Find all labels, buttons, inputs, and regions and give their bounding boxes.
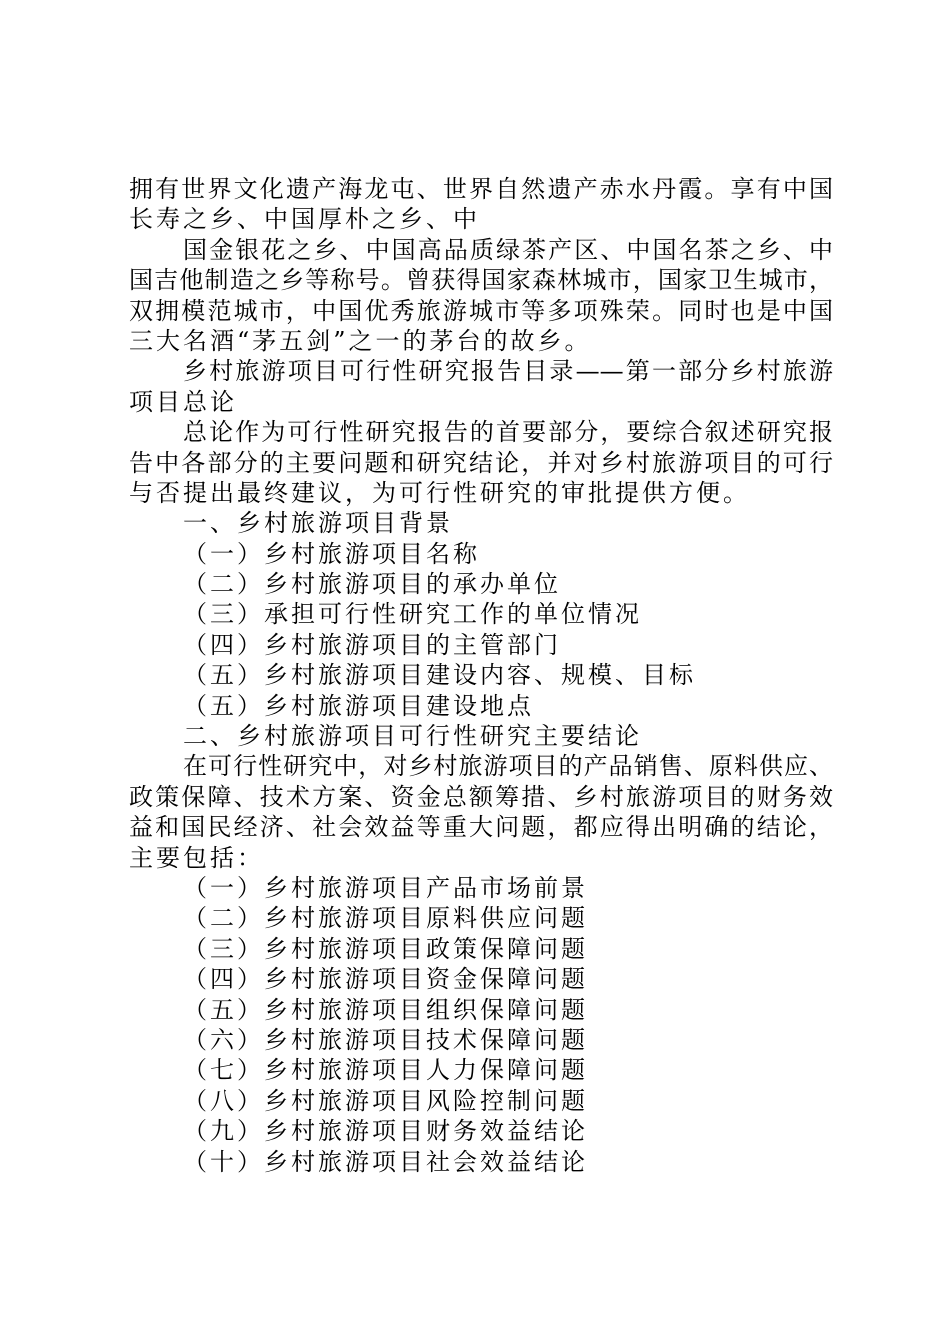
paragraph [129, 417, 833, 508]
paragraph [129, 751, 833, 873]
toc-item [129, 964, 833, 994]
paragraph [129, 235, 833, 357]
section-heading [129, 508, 833, 538]
text-line: 长寿之乡、中国厚朴之乡、中 [129, 205, 480, 234]
text-line: （四）乡村旅游项目的主管部门 [183, 630, 561, 659]
toc-item [129, 599, 833, 629]
text-line: 告中各部分的主要问题和研究结论，并对乡村旅游项目的可行 [129, 448, 833, 477]
toc-item [129, 1055, 833, 1085]
text-line: 国金银花之乡、中国高品质绿茶产区、中国名茶之乡、中 [183, 235, 833, 264]
text-line: 项目总论 [129, 387, 237, 416]
toc-item [129, 660, 833, 690]
toc-item [129, 1147, 833, 1177]
toc-item [129, 569, 833, 599]
text-line: （二）乡村旅游项目的承办单位 [183, 570, 561, 599]
text-line: 三大名酒“茅五剑”之一的茅台的故乡。 [129, 326, 592, 355]
paragraph [129, 356, 833, 417]
document-body [129, 174, 833, 1177]
toc-item [129, 1086, 833, 1116]
text-line: 政策保障、技术方案、资金总额筹措、乡村旅游项目的财务效 [129, 782, 833, 811]
toc-item [129, 539, 833, 569]
toc-item [129, 1025, 833, 1055]
text-line: 与否提出最终建议，为可行性研究的审批提供方便。 [129, 478, 750, 507]
text-line: （五）乡村旅游项目组织保障问题 [183, 995, 588, 1024]
text-line: （六）乡村旅游项目技术保障问题 [183, 1025, 588, 1054]
text-line: 在可行性研究中，对乡村旅游项目的产品销售、原料供应、 [183, 752, 833, 781]
text-line: 主要包括： [129, 843, 264, 872]
text-line: （八）乡村旅游项目风险控制问题 [183, 1086, 588, 1115]
toc-item [129, 903, 833, 933]
text-line: （十）乡村旅游项目社会效益结论 [183, 1147, 588, 1176]
text-line: 二、乡村旅游项目可行性研究主要结论 [183, 722, 642, 751]
text-line: 乡村旅游项目可行性研究报告目录——第一部分乡村旅游 [183, 357, 833, 386]
toc-item [129, 630, 833, 660]
text-line: （五）乡村旅游项目建设内容、规模、目标 [183, 661, 696, 690]
toc-item [129, 934, 833, 964]
toc-item [129, 691, 833, 721]
section-heading [129, 721, 833, 751]
text-line: （四）乡村旅游项目资金保障问题 [183, 965, 588, 994]
text-line: （五）乡村旅游项目建设地点 [183, 691, 534, 720]
toc-item [129, 1116, 833, 1146]
text-line: （三）乡村旅游项目政策保障问题 [183, 934, 588, 963]
text-line: 一、乡村旅游项目背景 [183, 509, 453, 538]
text-line: （七）乡村旅游项目人力保障问题 [183, 1056, 588, 1085]
text-line: （二）乡村旅游项目原料供应问题 [183, 904, 588, 933]
text-line: 总论作为可行性研究报告的首要部分，要综合叙述研究报 [183, 418, 833, 447]
text-line: 双拥模范城市，中国优秀旅游城市等多项殊荣。同时也是中国 [129, 296, 833, 325]
text-line: （一）乡村旅游项目产品市场前景 [183, 873, 588, 902]
toc-item [129, 995, 833, 1025]
text-line: （九）乡村旅游项目财务效益结论 [183, 1117, 588, 1146]
text-line: 拥有世界文化遗产海龙屯、世界自然遗产赤水丹霞。享有中国 [129, 175, 833, 203]
text-line: 国吉他制造之乡等称号。曾获得国家森林城市，国家卫生城市， [129, 266, 833, 295]
toc-item [129, 873, 833, 903]
text-line: （一）乡村旅游项目名称 [183, 539, 480, 568]
text-line: （三）承担可行性研究工作的单位情况 [183, 600, 642, 629]
text-line: 益和国民经济、社会效益等重大问题，都应得出明确的结论， [129, 813, 833, 842]
paragraph [129, 174, 833, 235]
